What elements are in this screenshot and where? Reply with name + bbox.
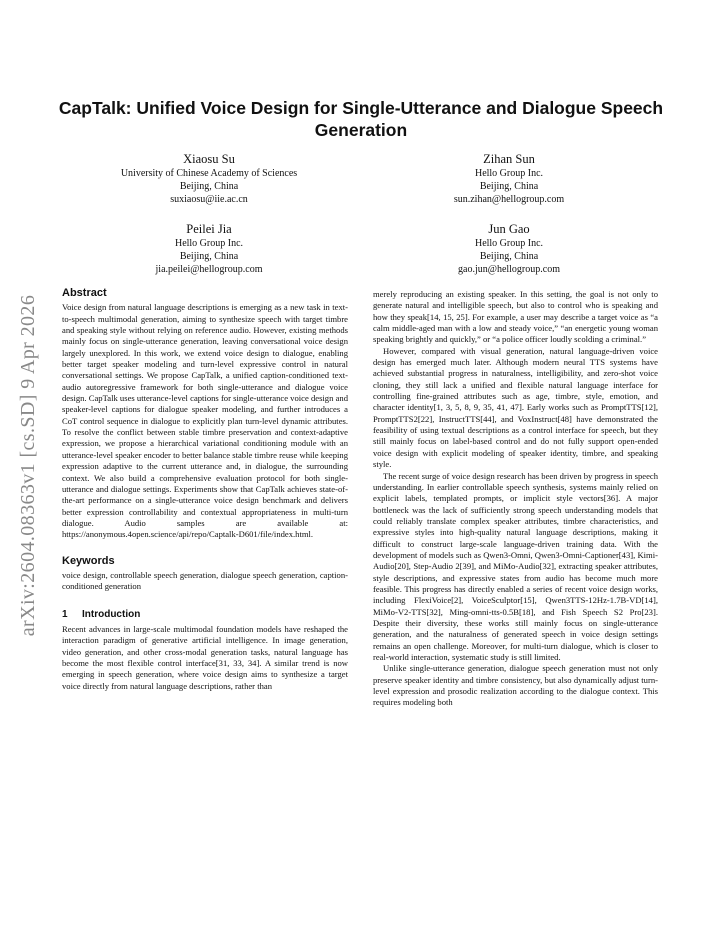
author-block (95, 151, 323, 207)
author-block (395, 221, 623, 277)
author-affiliation: Hello Group Inc. (174, 238, 244, 249)
author-name: Zihan Sun (483, 152, 535, 166)
intro-paragraph: merely reproducing an existing speaker. In this setting, the goal is not only to generate natural and intelligible speech, but also to control who is speaking and how they speak[14, 15, 25]. For example, a user may describe a target voice as “a calm middle-aged man with a low and steady voice,” “an energetic young woman speaking brightly and quickly,” or “a police officer loudly scolding a criminal.” (373, 289, 658, 345)
author-email: gao.jun@hellogroup.com (458, 264, 560, 276)
right-column (373, 289, 658, 709)
abstract-heading: Abstract (62, 287, 107, 299)
section-title: Introduction (82, 608, 141, 620)
author-location: Beijing, China (479, 181, 539, 193)
author-affiliation: Hello Group Inc. (474, 168, 544, 179)
author-location: Beijing, China (179, 251, 239, 263)
section-number: 1 (62, 608, 68, 620)
author-block (95, 221, 323, 277)
intro-paragraph: Unlike single-utterance generation, dialogue speech generation must not only preserve speaker identity and timbre consistency, but also dynamically adjust turn-level expression and prosodic realization according to the dialogue context. This requires modeling both (373, 663, 658, 708)
abstract-text: Voice design from natural language descriptions is emerging as a new task in text-to-speech multimodal generation, aiming to synthesize speech with target timbre and speaking style without relying on reference audio. However, existing methods mainly focus on single-utterance generation, leaving conversational voice design largely unexplored. In this work, we extend voice design to dialogue, enabling better target speaker modeling and turn-level expressive control in natural conversational settings. We propose CapTalk, a unified caption-conditioned text-audio autoregressive framework for both single-utterance and dialogue voice design. CapTalk uses utterance-level captions for single-utterance voice design and speaker-level captions for dialogue speaker modeling, and further introduces a CoT control sequence in dialogue to explicitly plan turn-level dynamic attributes. To resolve the conflict between stable timbre preservation and context-adaptive expression, we propose a hierarchical variational conditioning module with an utterance-level speaker encoder to better balance stable timbre reuse while keeping expression adaptive to the current utterance and, in dialogue, the surrounding context. We also build a comprehensive evaluation protocol for both single-utterance and dialogue settings. Experiments show that CapTalk achieves state-of-the-art performance on a single-utterance voice design benchmark and delivers better expression controllability and contextual appropriateness in multi-turn dialogue. Audio samples are available at: https://anonymous.4open.science/api/repo/Captalk-D601/file/index.html. (62, 302, 348, 540)
intro-paragraph: The recent surge of voice design research has been driven by progress in speech understanding. In earlier controllable speech synthesis, systems mainly relied on explicit labels, templated prompts, or implicit style vectors[36]. A major bottleneck was the lack of sufficiently strong speech understanding models that could reliably translate complex speaker attributes, timbre characteristics, and expressive styles into high-quality natural language descriptions, making it difficult to construct large-scale language-driven training data. With the development of models such as Qwen3-Omni, Qwen3-Omni-Captioner[43], Kimi-Audio[20], Step-Audio 2[39], and MiMo-Audio[32], extracting speaker attributes, style descriptions, and expressive states from audio has become much more feasible. This progress has directly enabled a series of recent voice design works, including FlexiVoice[2], VoiceSculptor[15], Qwen3TTS-12Hz-1.7B-VD[14], MiMo-V2-TTS[32], Ming-omni-tts-0.5B[18], and Fish Speech S2 Pro[23]. Despite their diversity, these works still mainly focus on single-utterance generation, and the naturalness of generated speech in voice design settings remains an open challenge. Moreover, for multi-turn dialogue, which is closer to real-world interaction, systematic study is still limited. (373, 470, 658, 662)
paper-title: CapTalk: Unified Voice Design for Single-Utterance and Dialogue Speech Generation (58, 98, 664, 140)
author-name: Xiaosu Su (183, 152, 235, 166)
arxiv-identifier: arXiv:2604.08363v1 [cs.SD] 9 Apr 2026 (17, 294, 40, 636)
intro-paragraph: Recent advances in large-scale multimodal foundation models have reshaped the interaction paradigm of generative artificial intelligence. In image generation, video generation, and other cross-modal generation tasks, natural language has become the most flexible control interface[31, 33, 34]. A similar trend is now emerging in speech generation, where voice design aims to synthesize a target voice directly from natural language descriptions, rather than (62, 623, 348, 691)
intro-paragraph: However, compared with visual generation, natural language-driven voice design has emerged much later. Although modern neural TTS systems have achieved substantial progress in naturalness, intelligibility, and zero-shot voice cloning, they still lack a unified and flexible natural language interface for controlling fine-grained attributes such as age, timbre, style, emotion, and character identity[1, 3, 5, 8, 9, 35, 41, 47]. Early works such as PromptTTS[12], PromptTTS2[22], InstructTTS[44], and VoxInstruct[48] have demonstrated the feasibility of using textual descriptions as a control interface for speech, but they still mainly focus on label-based control and do not fully support open-ended voice design with explicit modeling of speaker identity, timbre, and speaking style. (373, 345, 658, 470)
author-location: Beijing, China (179, 181, 239, 193)
author-location: Beijing, China (479, 251, 539, 263)
author-email: jia.peilei@hellogroup.com (155, 264, 263, 276)
author-affiliation: Hello Group Inc. (474, 238, 544, 249)
author-email: sun.zihan@hellogroup.com (453, 194, 565, 206)
author-name: Peilei Jia (186, 222, 232, 236)
intro-heading (62, 609, 348, 620)
left-column (62, 288, 348, 692)
author-name: Jun Gao (488, 222, 530, 236)
author-email: suxiaosu@iie.ac.cn (170, 194, 248, 206)
author-affiliation: University of Chinese Academy of Sciences (120, 168, 298, 179)
keywords-heading: Keywords (62, 554, 115, 567)
keywords-text: voice design, controllable speech generation, dialogue speech generation, caption-conditioned generation (62, 569, 348, 592)
author-block (395, 151, 623, 207)
